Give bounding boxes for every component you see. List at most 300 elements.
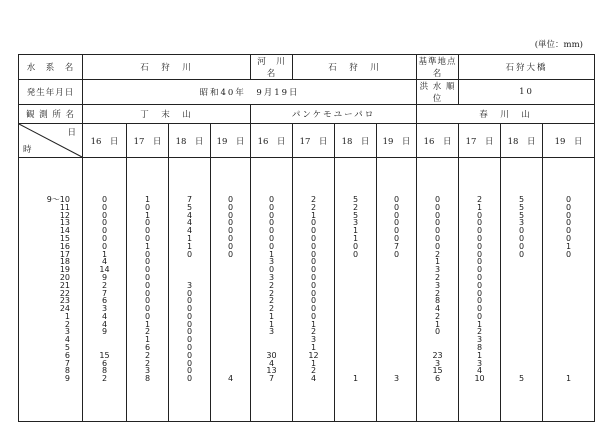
rainfall-value: 0 xyxy=(101,233,108,243)
rainfall-value: 0 xyxy=(566,194,572,204)
hour-label: 15 xyxy=(59,233,70,243)
rainfall-value: 3 xyxy=(268,327,275,337)
day-header: 17 日 xyxy=(127,124,169,158)
rainfall-value: 3 xyxy=(435,358,441,368)
rainfall-value: 6 xyxy=(435,374,441,384)
rainfall-value: 2 xyxy=(144,350,151,360)
rainfall-value: 0 xyxy=(227,241,234,251)
rank-label: 洪 水 順 位 xyxy=(417,80,459,105)
day-corner-label: 日 xyxy=(67,128,76,138)
rainfall-value xyxy=(543,352,594,360)
rainfall-value: 0 xyxy=(186,327,193,337)
rainfall-value: 0 xyxy=(519,241,525,251)
rainfall-value: 0 xyxy=(227,249,234,259)
rainfall-value: 0 xyxy=(144,226,151,236)
rainfall-value: 10 xyxy=(474,374,485,384)
rainfall-value: 1 xyxy=(566,241,572,251)
rainfall-value: 1 xyxy=(268,311,275,321)
rainfall-column-cell xyxy=(459,158,501,422)
rainfall-value: 0 xyxy=(477,296,483,306)
rainfall-value xyxy=(501,336,542,344)
rainfall-value: 3 xyxy=(393,374,400,384)
rainfall-value: 0 xyxy=(310,218,317,228)
rainfall-value xyxy=(211,305,250,313)
rainfall-value: 9 xyxy=(101,327,108,337)
rainfall-value: 2 xyxy=(310,202,317,212)
rainfall-value: 5 xyxy=(519,374,525,384)
hour-label: 16 xyxy=(59,241,70,251)
rainfall-value: 0 xyxy=(393,233,400,243)
rainfall-value xyxy=(211,297,250,305)
rainfall-value: 0 xyxy=(144,296,151,306)
rainfall-value: 0 xyxy=(393,249,400,259)
rainfall-value: 0 xyxy=(144,304,151,314)
rainfall-value: 0 xyxy=(186,350,193,360)
rainfall-value: 8 xyxy=(477,343,483,353)
rainfall-value: 0 xyxy=(477,257,483,267)
rainfall-value: 1 xyxy=(352,233,359,243)
rainfall-value: 0 xyxy=(186,311,193,321)
rainfall-value: 0 xyxy=(393,218,400,228)
rainfall-value xyxy=(335,360,376,368)
header-row-1 xyxy=(19,55,595,80)
rainfall-value: 0 xyxy=(310,249,317,259)
day-header: 16 日 xyxy=(83,124,127,158)
rainfall-value: 1 xyxy=(101,249,108,259)
rainfall-value: 6 xyxy=(101,358,108,368)
rainfall-value: 7 xyxy=(186,194,193,204)
rainfall-value: 1 xyxy=(186,233,193,243)
rainfall-value: 1 xyxy=(310,343,317,353)
hour-label: 9〜10 xyxy=(46,194,70,204)
rainfall-value: 4 xyxy=(186,210,193,220)
rainfall-value: 0 xyxy=(310,241,317,251)
rainfall-value: 0 xyxy=(310,288,317,298)
rainfall-value: 30 xyxy=(266,350,277,360)
hour-label: 21 xyxy=(59,280,70,290)
rainfall-value: 0 xyxy=(310,304,317,314)
rainfall-value: 0 xyxy=(477,226,483,236)
kijun-value: 石狩大橋 xyxy=(459,55,595,80)
rainfall-value xyxy=(377,360,416,368)
hour-column-cell xyxy=(19,158,83,422)
rainfall-value: 2 xyxy=(310,366,317,376)
day-header-row xyxy=(19,124,595,158)
hour-corner-label: 時 xyxy=(23,145,32,155)
rainfall-value: 1 xyxy=(144,210,151,220)
rainfall-value xyxy=(543,336,594,344)
rainfall-value: 0 xyxy=(352,241,359,251)
rainfall-value: 5 xyxy=(352,194,359,204)
rainfall-value: 5 xyxy=(519,194,525,204)
rainfall-body-row xyxy=(19,158,595,422)
rainfall-value xyxy=(211,328,250,336)
rainfall-value: 0 xyxy=(310,226,317,236)
rainfall-value: 3 xyxy=(477,335,483,345)
rainfall-value: 0 xyxy=(268,226,275,236)
hour-label: 7 xyxy=(64,358,70,368)
rainfall-value: 3 xyxy=(435,265,441,275)
rainfall-value xyxy=(543,274,594,282)
rainfall-value: 14 xyxy=(99,265,110,275)
rainfall-value: 3 xyxy=(186,280,193,290)
rainfall-value: 0 xyxy=(435,226,441,236)
rainfall-value xyxy=(543,328,594,336)
rainfall-value xyxy=(377,297,416,305)
rainfall-value: 0 xyxy=(186,319,193,329)
rainfall-value: 4 xyxy=(101,311,108,321)
rainfall-value: 0 xyxy=(227,210,234,220)
rainfall-value: 1 xyxy=(566,374,572,384)
hour-label: 8 xyxy=(64,366,70,376)
header-row-2 xyxy=(19,80,595,105)
rainfall-value: 7 xyxy=(101,288,108,298)
rainfall-value xyxy=(543,266,594,274)
rainfall-value: 7 xyxy=(393,241,400,251)
rainfall-value: 23 xyxy=(432,350,443,360)
rainfall-value: 0 xyxy=(435,233,441,243)
day-header: 16 日 xyxy=(417,124,459,158)
rainfall-value: 0 xyxy=(101,210,108,220)
rainfall-value xyxy=(501,305,542,313)
suikei-value: 石 狩 川 xyxy=(83,55,251,80)
rainfall-value xyxy=(211,274,250,282)
rainfall-value xyxy=(501,282,542,290)
rainfall-value: 0 xyxy=(101,218,108,228)
rainfall-value xyxy=(251,336,292,344)
hour-column xyxy=(19,196,82,383)
rainfall-column xyxy=(251,196,292,383)
rainfall-column-cell xyxy=(251,158,293,422)
rainfall-value: 0 xyxy=(477,288,483,298)
rainfall-value xyxy=(335,321,376,329)
rainfall-value xyxy=(169,266,210,274)
rainfall-value: 0 xyxy=(477,311,483,321)
rainfall-value: 1 xyxy=(435,319,441,329)
rainfall-value: 0 xyxy=(268,233,275,243)
rainfall-column xyxy=(83,196,126,383)
rainfall-value: 0 xyxy=(101,241,108,251)
rainfall-value: 0 xyxy=(227,233,234,243)
day-header: 18 日 xyxy=(335,124,377,158)
rainfall-value: 0 xyxy=(566,226,572,236)
rainfall-value: 1 xyxy=(268,249,275,259)
rainfall-value xyxy=(377,313,416,321)
rainfall-value: 0 xyxy=(186,366,193,376)
rainfall-value: 0 xyxy=(477,280,483,290)
rainfall-value xyxy=(501,313,542,321)
rainfall-value: 2 xyxy=(268,296,275,306)
rainfall-value xyxy=(543,305,594,313)
date-label: 発生年月日 xyxy=(19,80,83,105)
rainfall-value: 0 xyxy=(477,210,483,220)
kijun-label: 基準地点名 xyxy=(417,55,459,80)
rainfall-value: 2 xyxy=(310,194,317,204)
rainfall-column-cell xyxy=(169,158,211,422)
day-header: 18 日 xyxy=(501,124,543,158)
rainfall-value: 0 xyxy=(310,280,317,290)
rainfall-value: 4 xyxy=(477,366,483,376)
rainfall-value: 0 xyxy=(144,202,151,212)
rainfall-value: 0 xyxy=(268,194,275,204)
rainfall-value xyxy=(335,344,376,352)
rainfall-value: 3 xyxy=(268,257,275,267)
hour-label: 11 xyxy=(59,202,70,212)
station-name: 春 川 山 xyxy=(417,105,595,124)
rainfall-value: 0 xyxy=(186,335,193,345)
rainfall-value: 2 xyxy=(268,280,275,290)
rainfall-value: 15 xyxy=(432,366,443,376)
rainfall-value: 0 xyxy=(227,226,234,236)
rainfall-value: 0 xyxy=(435,210,441,220)
rainfall-value xyxy=(543,258,594,266)
rainfall-value: 8 xyxy=(144,374,151,384)
rainfall-value: 2 xyxy=(435,272,441,282)
rainfall-value: 0 xyxy=(101,194,108,204)
rainfall-value xyxy=(211,266,250,274)
rainfall-value: 0 xyxy=(310,265,317,275)
rainfall-value xyxy=(543,321,594,329)
rainfall-value xyxy=(377,305,416,313)
rainfall-value xyxy=(377,336,416,344)
rainfall-value: 0 xyxy=(186,374,193,384)
rainfall-value xyxy=(377,274,416,282)
day-header: 16 日 xyxy=(251,124,293,158)
rainfall-value: 0 xyxy=(435,218,441,228)
rainfall-value: 4 xyxy=(268,358,275,368)
rainfall-value: 0 xyxy=(435,327,441,337)
rainfall-value: 6 xyxy=(101,296,108,306)
rainfall-column xyxy=(459,196,500,383)
rainfall-value: 0 xyxy=(144,288,151,298)
rainfall-value: 2 xyxy=(144,358,151,368)
rainfall-value xyxy=(501,290,542,298)
station-name: 丁 末 山 xyxy=(83,105,251,124)
hour-label: 5 xyxy=(64,343,70,353)
rainfall-value: 4 xyxy=(310,374,317,384)
rainfall-value xyxy=(543,290,594,298)
rainfall-value: 0 xyxy=(186,358,193,368)
rainfall-value: 0 xyxy=(227,218,234,228)
rainfall-value: 2 xyxy=(435,249,441,259)
rainfall-value: 0 xyxy=(227,194,234,204)
rainfall-value: 0 xyxy=(101,226,108,236)
rainfall-value: 4 xyxy=(227,374,234,384)
rainfall-value: 0 xyxy=(268,218,275,228)
rainfall-column-cell xyxy=(127,158,169,422)
rainfall-value: 2 xyxy=(435,311,441,321)
rainfall-value: 3 xyxy=(310,335,317,345)
rainfall-value: 1 xyxy=(477,319,483,329)
rainfall-column xyxy=(127,196,168,383)
rainfall-value: 0 xyxy=(435,241,441,251)
rainfall-value: 3 xyxy=(352,218,359,228)
rainfall-value xyxy=(335,274,376,282)
rainfall-value: 0 xyxy=(393,226,400,236)
rainfall-value: 1 xyxy=(352,226,359,236)
rank-value: 10 xyxy=(459,80,595,105)
hour-label: 14 xyxy=(59,226,70,236)
hour-label: 23 xyxy=(59,296,70,306)
rainfall-value: 1 xyxy=(186,241,193,251)
rainfall-value: 0 xyxy=(477,218,483,228)
day-header: 17 日 xyxy=(459,124,501,158)
rainfall-value: 4 xyxy=(435,304,441,314)
rainfall-column-cell xyxy=(335,158,377,422)
rainfall-value: 12 xyxy=(308,350,319,360)
rainfall-value: 0 xyxy=(477,233,483,243)
rainfall-value xyxy=(417,336,458,344)
rainfall-value: 2 xyxy=(352,202,359,212)
station-name: パンケモユーパロ xyxy=(251,105,417,124)
rainfall-value: 13 xyxy=(266,366,277,376)
rainfall-value xyxy=(377,328,416,336)
rainfall-value: 2 xyxy=(310,327,317,337)
rainfall-value xyxy=(211,344,250,352)
rainfall-value: 0 xyxy=(268,265,275,275)
rainfall-value xyxy=(501,328,542,336)
rainfall-value: 0 xyxy=(393,210,400,220)
rainfall-value: 4 xyxy=(101,257,108,267)
day-header: 19 日 xyxy=(377,124,417,158)
day-header: 17 日 xyxy=(293,124,335,158)
rainfall-value: 4 xyxy=(101,319,108,329)
rainfall-value: 5 xyxy=(519,202,525,212)
rainfall-column-cell xyxy=(211,158,251,422)
rainfall-value: 0 xyxy=(393,194,400,204)
rainfall-value xyxy=(335,266,376,274)
rainfall-value xyxy=(335,305,376,313)
rainfall-value xyxy=(335,297,376,305)
rainfall-value: 0 xyxy=(435,194,441,204)
day-header: 19 日 xyxy=(543,124,595,158)
rainfall-value: 0 xyxy=(268,210,275,220)
rainfall-column-cell xyxy=(417,158,459,422)
rainfall-value xyxy=(211,321,250,329)
rainfall-value: 0 xyxy=(186,249,193,259)
rainfall-value: 0 xyxy=(393,202,400,212)
hour-label: 20 xyxy=(59,272,70,282)
rainfall-column-cell xyxy=(501,158,543,422)
station-label: 観 測 所 名 xyxy=(19,105,83,124)
rainfall-value: 0 xyxy=(435,202,441,212)
rainfall-value xyxy=(335,290,376,298)
rainfall-value: 2 xyxy=(268,288,275,298)
rainfall-value: 8 xyxy=(435,296,441,306)
rainfall-column xyxy=(211,196,250,383)
rainfall-value: 0 xyxy=(566,218,572,228)
rainfall-value: 7 xyxy=(268,374,275,384)
hour-label: 2 xyxy=(64,319,70,329)
rainfall-value: 4 xyxy=(186,218,193,228)
rainfall-value: 0 xyxy=(101,202,108,212)
hour-label: 18 xyxy=(59,257,70,267)
rainfall-column xyxy=(335,196,376,383)
rainfall-value: 0 xyxy=(352,249,359,259)
rainfall-value xyxy=(543,360,594,368)
rainfall-value: 5 xyxy=(519,210,525,220)
rainfall-value: 0 xyxy=(144,257,151,267)
rainfall-value xyxy=(377,352,416,360)
rainfall-table xyxy=(18,54,595,422)
rainfall-value xyxy=(377,282,416,290)
rainfall-value: 2 xyxy=(477,327,483,337)
rainfall-value: 0 xyxy=(186,296,193,306)
rainfall-column xyxy=(543,196,594,383)
day-hour-corner xyxy=(19,124,83,158)
rainfall-value: 0 xyxy=(566,210,572,220)
rainfall-value: 0 xyxy=(310,272,317,282)
rainfall-value: 0 xyxy=(519,233,525,243)
rainfall-value: 5 xyxy=(186,202,193,212)
rainfall-column-cell xyxy=(377,158,417,422)
hour-label: 19 xyxy=(59,265,70,275)
rainfall-value: 3 xyxy=(435,280,441,290)
hour-label: 13 xyxy=(59,218,70,228)
hour-label: 9 xyxy=(64,374,70,384)
rainfall-value xyxy=(211,290,250,298)
rainfall-value: 0 xyxy=(477,249,483,259)
rainfall-value: 4 xyxy=(186,226,193,236)
rainfall-value: 2 xyxy=(435,288,441,298)
rainfall-value: 0 xyxy=(566,249,572,259)
rainfall-value: 1 xyxy=(310,210,317,220)
rainfall-column-cell xyxy=(293,158,335,422)
rainfall-value: 1 xyxy=(144,194,151,204)
rainfall-value: 3 xyxy=(268,272,275,282)
rainfall-value: 9 xyxy=(101,272,108,282)
rainfall-value xyxy=(211,352,250,360)
rainfall-value: 0 xyxy=(310,296,317,306)
rainfall-value xyxy=(377,266,416,274)
day-header: 18 日 xyxy=(169,124,211,158)
rainfall-value: 3 xyxy=(144,366,151,376)
rainfall-value xyxy=(335,282,376,290)
rainfall-value: 0 xyxy=(144,265,151,275)
rainfall-value xyxy=(543,282,594,290)
rainfall-value: 6 xyxy=(144,343,151,353)
rainfall-value: 0 xyxy=(268,241,275,251)
rainfall-value: 0 xyxy=(186,304,193,314)
header-row-3 xyxy=(19,105,595,124)
day-header: 19 日 xyxy=(211,124,251,158)
rainfall-value: 2 xyxy=(101,280,108,290)
rainfall-value: 0 xyxy=(310,233,317,243)
rainfall-value: 0 xyxy=(566,233,572,243)
rainfall-value xyxy=(501,352,542,360)
rainfall-value: 0 xyxy=(144,311,151,321)
rainfall-value xyxy=(377,344,416,352)
rainfall-value: 0 xyxy=(227,202,234,212)
hour-label: 22 xyxy=(59,288,70,298)
kasen-value: 石 狩 川 xyxy=(293,55,417,80)
rainfall-value: 0 xyxy=(477,265,483,275)
rainfall-value xyxy=(335,336,376,344)
rainfall-value: 0 xyxy=(477,241,483,251)
rainfall-value: 15 xyxy=(99,350,110,360)
rainfall-column xyxy=(293,196,334,383)
rainfall-value: 1 xyxy=(268,319,275,329)
rainfall-value xyxy=(335,258,376,266)
rainfall-value: 0 xyxy=(186,343,193,353)
rainfall-value: 0 xyxy=(477,304,483,314)
rainfall-value xyxy=(501,297,542,305)
hour-label: 17 xyxy=(59,249,70,259)
rainfall-value xyxy=(377,290,416,298)
rainfall-value xyxy=(169,258,210,266)
rainfall-column-cell xyxy=(543,158,595,422)
rainfall-value: 0 xyxy=(519,226,525,236)
